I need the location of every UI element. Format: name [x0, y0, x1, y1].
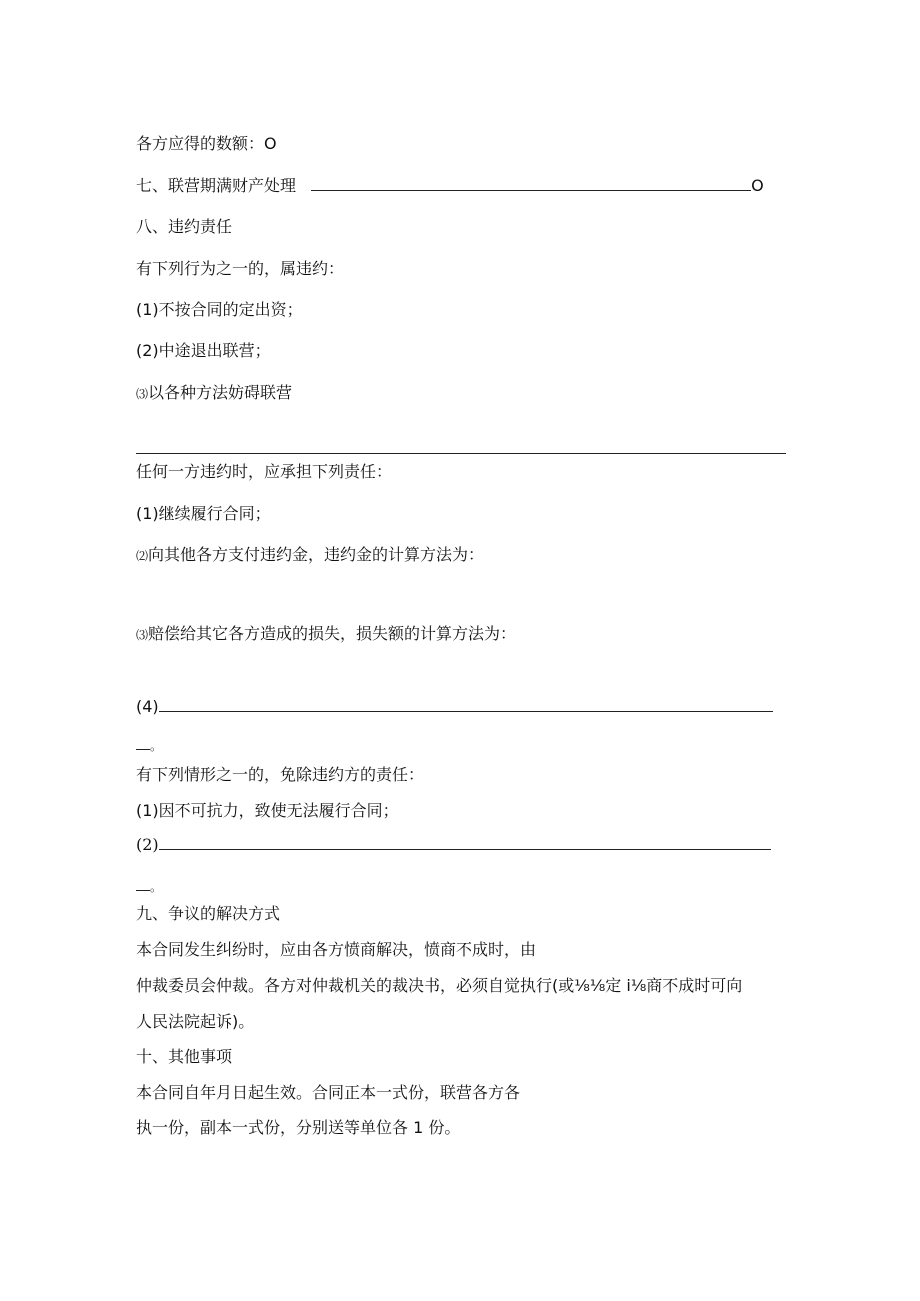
text-line-share-amount: 各方应得的数额：O	[136, 134, 277, 153]
text-line-exemption: 有下列情形之一的，免除违约方的责任：	[136, 765, 425, 784]
list-marker: ⑶	[136, 387, 149, 401]
list-item-liability-4	[136, 697, 773, 717]
list-marker: ⑵	[136, 549, 149, 563]
text-line-copies: 执一份，副本一式份，分别送等单位各 1 份。	[136, 1118, 461, 1137]
section-8-heading: 八、违约责任	[136, 217, 233, 236]
list-item-text: 赔偿给其它各方造成的损失，损失额的计算方法为：	[148, 624, 517, 643]
list-marker: (2)	[136, 835, 159, 854]
list-item-liability-3	[136, 624, 516, 645]
section-7-property-disposal	[136, 176, 764, 196]
list-item-breach-3	[136, 383, 292, 404]
list-item-breach-2: (2)中途退出联营；	[136, 341, 271, 360]
blank-line-short	[136, 876, 150, 891]
list-item-exemption-1: (1)因不可抗力，致使无法履行合同；	[136, 801, 399, 820]
list-item-liability-2	[136, 545, 484, 566]
text-line-breach-acts: 有下列行为之一的，属违约：	[136, 259, 345, 278]
text-line-dispute-1: 本合同发生纠纷时，应由各方愤商解决，愤商不成时，由	[136, 940, 537, 959]
section-10-heading: 十、其他事项	[136, 1047, 233, 1066]
blank-line-property-disposal	[311, 176, 751, 191]
period-mark: O	[751, 176, 764, 195]
list-item-breach-1: (1)不按合同的定出资；	[136, 300, 303, 319]
text-line-dispute-2: 仲裁委员会仲裁。各方对仲裁机关的裁决书，必须自觉执行(或⅛⅛定 i⅛商不成时可向	[136, 976, 743, 995]
section-9-heading: 九、争议的解决方式	[136, 904, 281, 923]
text-line-effective: 本合同自年月日起生效。合同正本一式份，联营各方各	[136, 1083, 521, 1102]
period-mark: 。	[150, 880, 163, 894]
list-item-text: 以各种方法妨碍联营	[148, 383, 293, 402]
blank-line-full	[136, 453, 786, 454]
continuation-line	[136, 735, 162, 756]
period-mark: 。	[150, 739, 163, 753]
list-item-text: 向其他各方支付违约金，违约金的计算方法为：	[148, 545, 485, 564]
blank-line-exemption-2	[159, 835, 771, 850]
continuation-line	[136, 876, 162, 897]
blank-line-short	[136, 735, 150, 750]
list-marker: ⑶	[136, 628, 149, 642]
list-item-liability-1: (1)继续履行合同；	[136, 504, 271, 523]
section-7-label: 七、联营期满财产处理	[136, 176, 297, 195]
list-marker: (4)	[136, 697, 159, 716]
text-line-liability: 任何一方违约时，应承担下列责任：	[136, 462, 393, 481]
blank-line-liability-4	[159, 697, 773, 712]
list-item-exemption-2	[136, 835, 771, 855]
text-line-dispute-3: 人民法院起诉)。	[136, 1012, 255, 1031]
